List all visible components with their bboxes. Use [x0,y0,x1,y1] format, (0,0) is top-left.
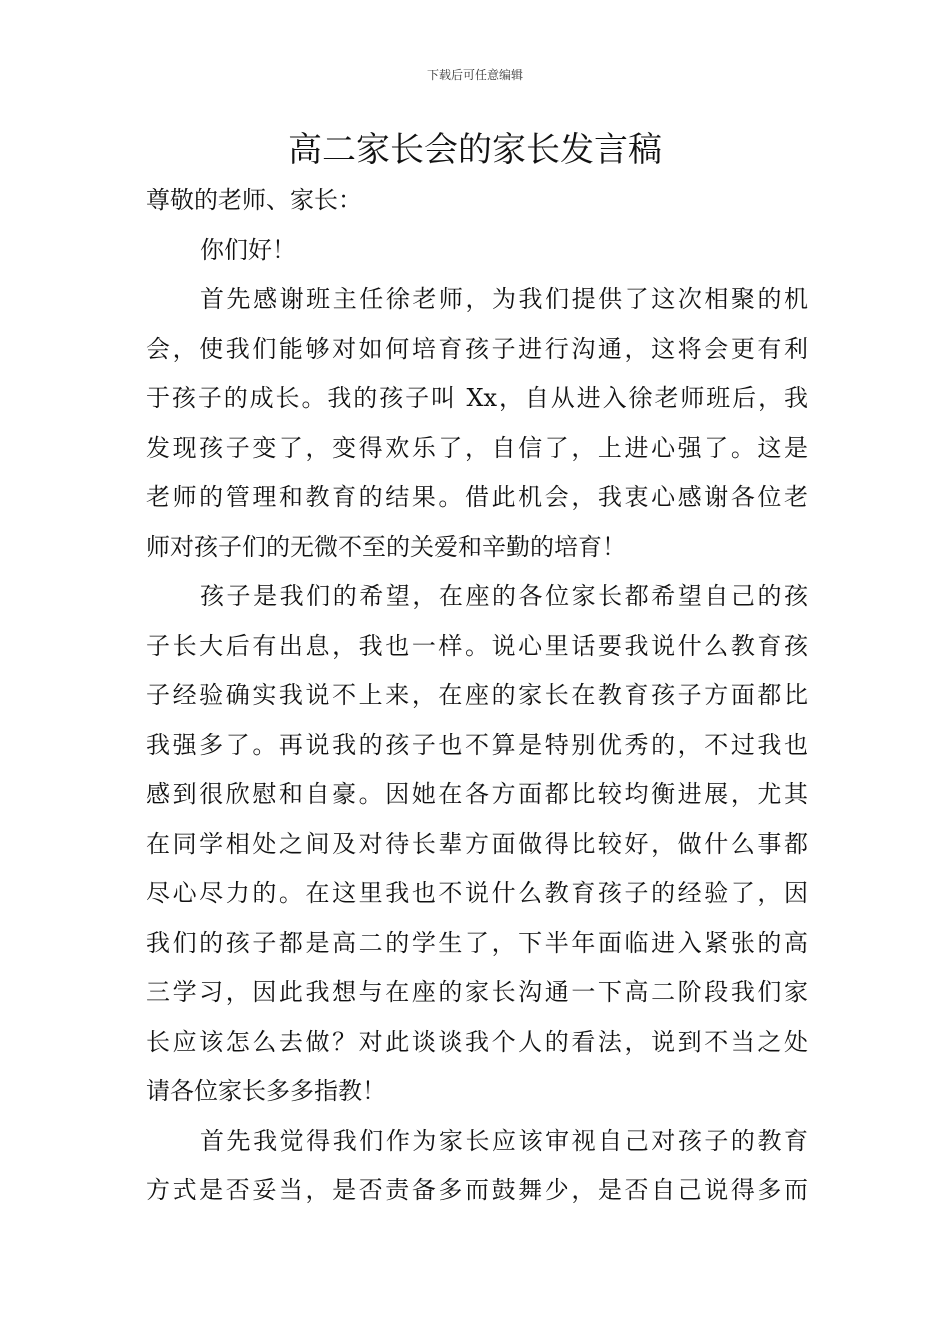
salutation: 尊敬的老师、家长： [146,186,362,214]
paragraph-1 [146,275,808,572]
paragraph-line: 请各位家长多多指教！ [146,1077,386,1105]
paragraph-line: 首先我觉得我们作为家长应该审视自己对孩子的教育 [200,1126,808,1155]
paragraph-3 [146,1117,808,1216]
header-note: 下载后可任意编辑 [426,68,523,82]
paragraph-line: 尽心尽力的。在这里我也不说什么教育孩子的经验了，因 [146,879,808,907]
paragraph-2 [146,572,808,1117]
paragraph-line: 子长大后有出息，我也一样。说心里话要我说什么教育孩 [146,631,808,660]
paragraph-line: 在同学相处之间及对待长辈方面做得比较好，做什么事都 [146,829,808,858]
paragraph-line: 首先感谢班主任徐老师，为我们提供了这次相聚的机 [200,285,808,313]
paragraph-line: 孩子是我们的希望，在座的各位家长都希望自己的孩 [200,582,808,610]
paragraph-line: 我们的孩子都是高二的学生了，下半年面临进入紧张的高 [146,928,808,957]
paragraph-line: 老师的管理和教育的结果。借此机会，我衷心感谢各位老 [146,483,808,511]
paragraph-line: 三学习，因此我想与在座的家长沟通一下高二阶段我们家 [146,978,808,1006]
paragraph-line: 发现孩子变了，变得欢乐了，自信了，上进心强了。这是 [146,433,808,462]
paragraph-line: 方式是否妥当，是否责备多而鼓舞少，是否自己说得多而 [146,1176,808,1204]
paragraph-line: 长应该怎么去做？对此谈谈我个人的看法，说到不当之处 [146,1027,808,1056]
greeting: 你们好！ [200,235,296,264]
paragraph-line: 感到很欣慰和自豪。因她在各方面都比较均衡进展，尤其 [146,780,808,808]
paragraph-line: 子经验确实我说不上来，在座的家长在教育孩子方面都比 [146,681,808,709]
paragraph-line: 会，使我们能够对如何培育孩子进行沟通，这将会更有利 [146,334,808,363]
paragraph-line: 我强多了。再说我的孩子也不算是特别优秀的，不过我也 [146,730,808,759]
document-body [146,176,808,1216]
paragraph-line: 于孩子的成长。我的孩子叫 Xx，自从进入徐老师班后，我 [146,384,808,412]
document-title: 高二家长会的家长发言稿 [288,130,662,170]
paragraph-line: 师对孩子们的无微不至的关爱和辛勤的培育！ [146,532,626,561]
